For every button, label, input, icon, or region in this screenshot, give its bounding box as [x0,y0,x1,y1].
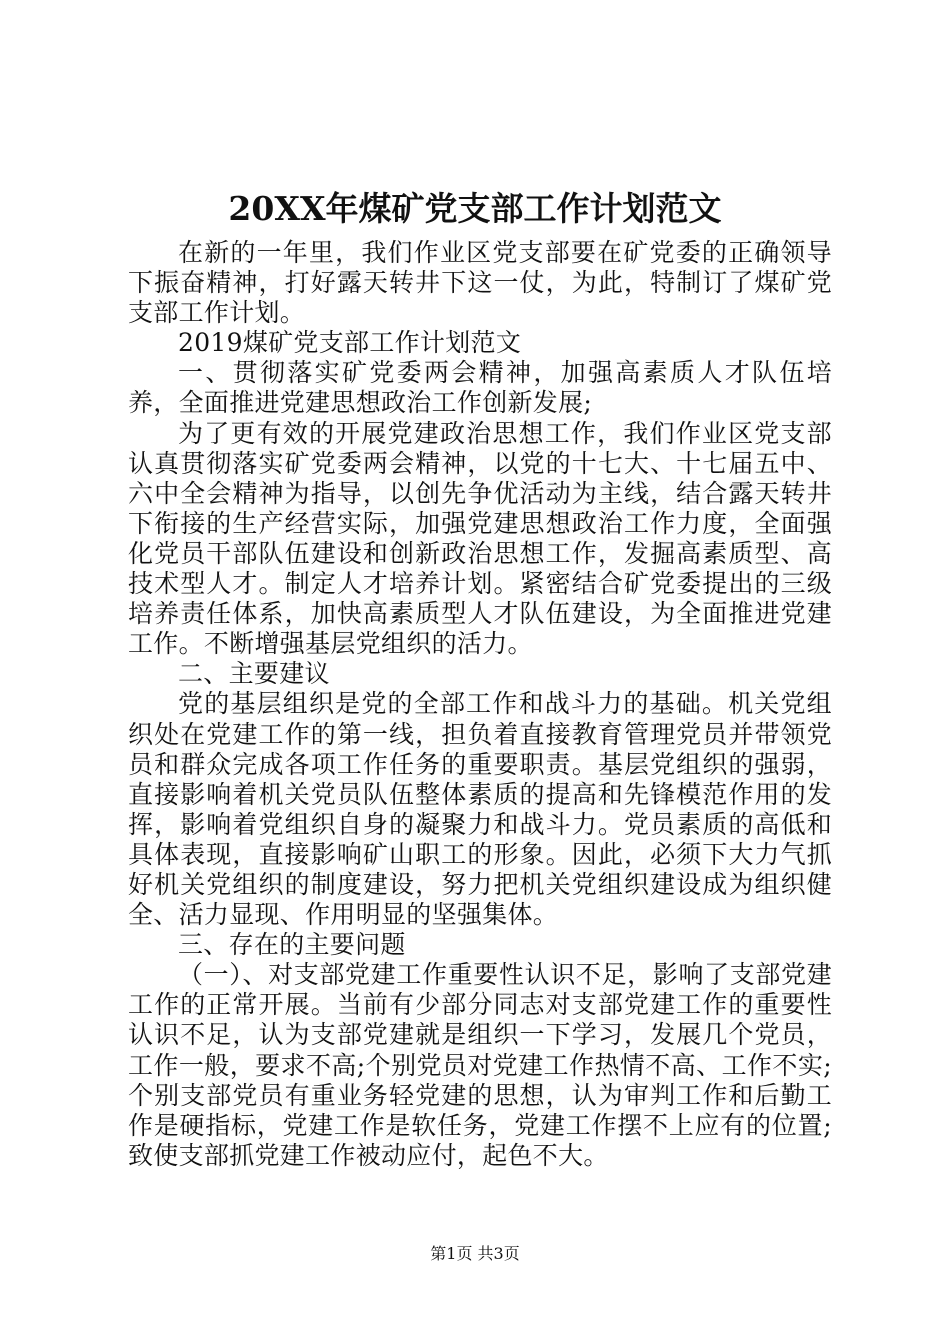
paragraph-subtitle: 2019煤矿党支部工作计划范文 [178,328,522,358]
paragraph-section-3-heading: 三、存在的主要问题 [178,930,406,960]
paragraph-section-2-heading: 二、主要建议 [178,659,330,689]
document-title: 20XX年煤矿党支部工作计划范文 [228,189,722,228]
paragraph-intro: 在新的一年里，我们作业区党支部要在矿党委的正确领导下振奋精神，打好露天转井下这一仗，为此，特制订了煤矿党支部工作计划。 [128,238,832,328]
paragraph-section-1-body: 为了更有效的开展党建政治思想工作，我们作业区党支部认真贯彻落实矿党委两会精神，以党的十七大、十七届五中、六中全会精神为指导，以创先争优活动为主线，结合露天转井下衔接的生产经营实际，加强党建思想政治工作力度，全面强化党员干部队伍建设和创新政治思想工作，发掘高素质型、高技术型人才。制定人才培养计划。紧密结合矿党委提出的三级培养责任体系，加快高素质型人才队伍建设，为全面推进党建工作。不断增强基层党组织的活力。 [128,418,832,659]
paragraph-section-2-body: 党的基层组织是党的全部工作和战斗力的基础。机关党组织处在党建工作的第一线，担负着直接教育管理党员并带领党员和群众完成各项工作任务的重要职责。基层党组织的强弱，直接影响着机关党员队伍整体素质的提高和先锋模范作用的发挥，影响着党组织自身的凝聚力和战斗力。党员素质的高低和具体表现，直接影响矿山职工的形象。因此，必须下大力气抓好机关党组织的制度建设，努力把机关党组织建设成为组织健全、活力显现、作用明显的坚强集体。 [128,689,832,930]
paragraph-section-1-heading: 一、贯彻落实矿党委两会精神，加强高素质人才队伍培养，全面推进党建思想政治工作创新发展; [128,358,832,418]
paragraph-section-3-item-1: （一）、对支部党建工作重要性认识不足，影响了支部党建工作的正常开展。当前有少部分同志对支部党建工作的重要性认识不足，认为支部党建就是组织一下学习，发展几个党员，工作一般，要求不高;个别党员对党建工作热情不高、工作不实;个别支部党员有重业务轻党建的思想，认为审判工作和后勤工作是硬指标，党建工作是软任务，党建工作摆不上应有的位置;致使支部抓党建工作被动应付，起色不大。 [128,960,832,1170]
page-footer: 第1页 共3页 [430,1244,520,1263]
document-body [128,238,832,1171]
